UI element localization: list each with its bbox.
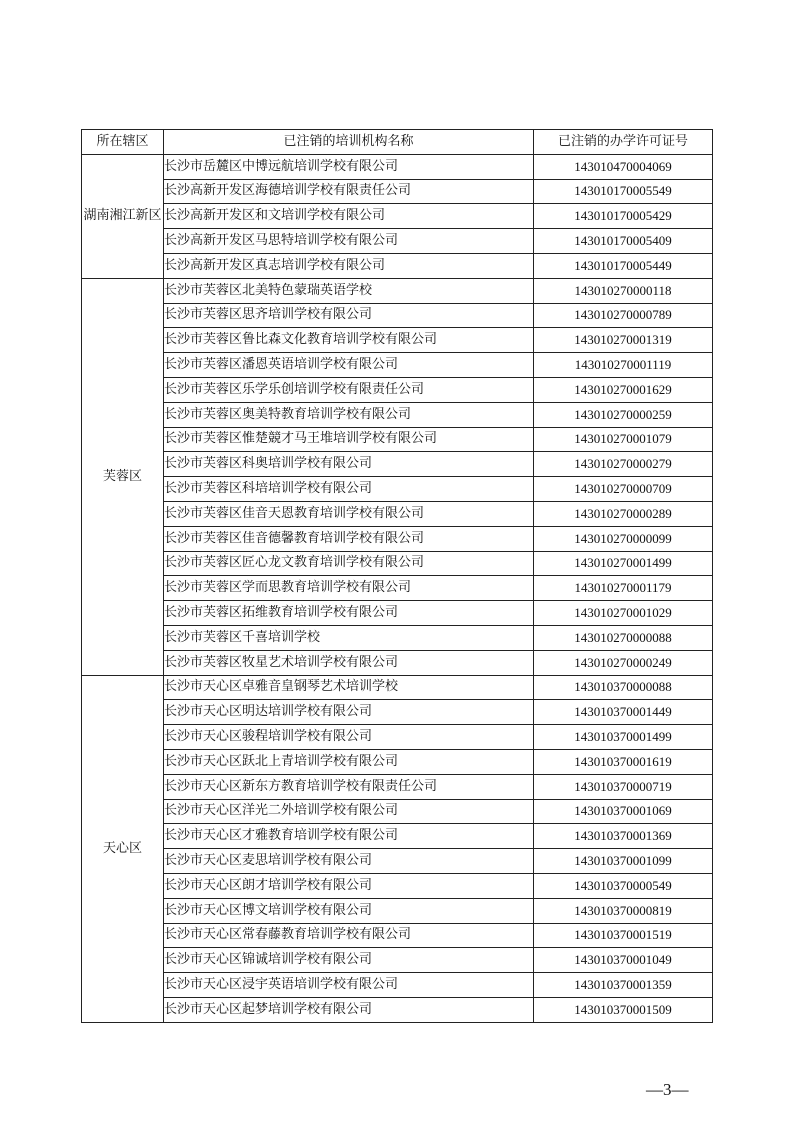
table-row — [82, 749, 713, 774]
license-number-cell: 143010370001099 — [534, 849, 713, 874]
table-row — [82, 353, 713, 378]
license-number-cell: 143010370001619 — [534, 749, 713, 774]
license-number-cell: 143010270000289 — [534, 501, 713, 526]
table-row — [82, 774, 713, 799]
table-row — [82, 427, 713, 452]
org-name-cell: 长沙市天心区起梦培训学校有限公司 — [164, 997, 534, 1022]
org-name-cell: 长沙市芙蓉区奥美特教育培训学校有限公司 — [164, 402, 534, 427]
license-number-cell: 143010370000819 — [534, 898, 713, 923]
license-number-cell: 143010270001629 — [534, 377, 713, 402]
license-number-cell: 143010370001499 — [534, 725, 713, 750]
license-number-cell: 143010270000259 — [534, 402, 713, 427]
table-row — [82, 898, 713, 923]
license-number-cell: 143010370001509 — [534, 997, 713, 1022]
org-name-cell: 长沙市天心区朗才培训学校有限公司 — [164, 873, 534, 898]
district-cell: 湖南湘江新区 — [82, 154, 164, 278]
table-row — [82, 154, 713, 179]
table-row — [82, 278, 713, 303]
license-number-cell: 143010470004069 — [534, 154, 713, 179]
table-row — [82, 253, 713, 278]
license-number-cell: 143010270000249 — [534, 650, 713, 675]
table-row — [82, 625, 713, 650]
table-row — [82, 402, 713, 427]
org-name-cell: 长沙市天心区麦思培训学校有限公司 — [164, 849, 534, 874]
org-name-cell: 长沙市芙蓉区思齐培训学校有限公司 — [164, 303, 534, 328]
header-district: 所在辖区 — [82, 130, 164, 155]
license-number-cell: 143010370001359 — [534, 973, 713, 998]
license-number-cell: 143010370000549 — [534, 873, 713, 898]
org-name-cell: 长沙市天心区常春藤教育培训学校有限公司 — [164, 923, 534, 948]
license-number-cell: 143010370001049 — [534, 948, 713, 973]
table-body — [82, 154, 713, 1022]
page-number: —3— — [646, 1080, 689, 1099]
license-number-cell: 143010370001069 — [534, 799, 713, 824]
table-row — [82, 601, 713, 626]
license-table — [81, 129, 713, 1023]
header-row — [82, 130, 713, 155]
org-name-cell: 长沙市芙蓉区惟楚競才马王堆培训学校有限公司 — [164, 427, 534, 452]
org-name-cell: 长沙市芙蓉区匠心龙文教育培训学校有限公司 — [164, 551, 534, 576]
org-name-cell: 长沙市天心区新东方教育培训学校有限责任公司 — [164, 774, 534, 799]
org-name-cell: 长沙市芙蓉区牧星艺术培训学校有限公司 — [164, 650, 534, 675]
table-row — [82, 328, 713, 353]
org-name-cell: 长沙市芙蓉区北美特色蒙瑞英语学校 — [164, 278, 534, 303]
org-name-cell: 长沙市芙蓉区千喜培训学校 — [164, 625, 534, 650]
org-name-cell: 长沙市天心区浸宇英语培训学校有限公司 — [164, 973, 534, 998]
org-name-cell: 长沙市芙蓉区乐学乐创培训学校有限责任公司 — [164, 377, 534, 402]
district-cell: 芙蓉区 — [82, 278, 164, 675]
org-name-cell: 长沙市岳麓区中博远航培训学校有限公司 — [164, 154, 534, 179]
org-name-cell: 长沙高新开发区和文培训学校有限公司 — [164, 204, 534, 229]
table-row — [82, 973, 713, 998]
header-org-name: 已注销的培训机构名称 — [164, 130, 534, 155]
license-number-cell: 143010270000279 — [534, 452, 713, 477]
org-name-cell: 长沙市芙蓉区学而思教育培训学校有限公司 — [164, 576, 534, 601]
header-license: 已注销的办学许可证号 — [534, 130, 713, 155]
license-number-cell: 143010370001369 — [534, 824, 713, 849]
table-row — [82, 551, 713, 576]
table-row — [82, 923, 713, 948]
license-number-cell: 143010370001449 — [534, 700, 713, 725]
license-number-cell: 143010270001499 — [534, 551, 713, 576]
license-number-cell: 143010170005549 — [534, 179, 713, 204]
org-name-cell: 长沙市天心区才雅教育培训学校有限公司 — [164, 824, 534, 849]
license-number-cell: 143010370000088 — [534, 675, 713, 700]
org-name-cell: 长沙市天心区卓雅音皇钢琴艺术培训学校 — [164, 675, 534, 700]
org-name-cell: 长沙市芙蓉区拓维教育培训学校有限公司 — [164, 601, 534, 626]
license-number-cell: 143010170005429 — [534, 204, 713, 229]
table-row — [82, 204, 713, 229]
org-name-cell: 长沙市芙蓉区科培培训学校有限公司 — [164, 477, 534, 502]
table-row — [82, 675, 713, 700]
org-name-cell: 长沙市天心区博文培训学校有限公司 — [164, 898, 534, 923]
license-number-cell: 143010270000709 — [534, 477, 713, 502]
district-cell: 天心区 — [82, 675, 164, 1022]
table-row — [82, 725, 713, 750]
table-row — [82, 229, 713, 254]
table-row — [82, 873, 713, 898]
license-number-cell: 143010270001079 — [534, 427, 713, 452]
license-number-cell: 143010370000719 — [534, 774, 713, 799]
table-row — [82, 477, 713, 502]
table-row — [82, 303, 713, 328]
table-row — [82, 799, 713, 824]
org-name-cell: 长沙市芙蓉区鲁比森文化教育培训学校有限公司 — [164, 328, 534, 353]
license-number-cell: 143010270001119 — [534, 353, 713, 378]
table-row — [82, 948, 713, 973]
license-number-cell: 143010270000789 — [534, 303, 713, 328]
org-name-cell: 长沙市芙蓉区佳音德馨教育培训学校有限公司 — [164, 526, 534, 551]
org-name-cell: 长沙市天心区锦诚培训学校有限公司 — [164, 948, 534, 973]
license-number-cell: 143010170005449 — [534, 253, 713, 278]
table-row — [82, 997, 713, 1022]
table-row — [82, 700, 713, 725]
license-number-cell: 143010270001029 — [534, 601, 713, 626]
table-row — [82, 576, 713, 601]
table-row — [82, 452, 713, 477]
table-row — [82, 650, 713, 675]
org-name-cell: 长沙市天心区跃北上青培训学校有限公司 — [164, 749, 534, 774]
table-row — [82, 377, 713, 402]
table-row — [82, 501, 713, 526]
org-name-cell: 长沙高新开发区真志培训学校有限公司 — [164, 253, 534, 278]
table-row — [82, 824, 713, 849]
license-number-cell: 143010370001519 — [534, 923, 713, 948]
license-number-cell: 143010170005409 — [534, 229, 713, 254]
org-name-cell: 长沙市天心区明达培训学校有限公司 — [164, 700, 534, 725]
license-number-cell: 143010270001179 — [534, 576, 713, 601]
license-number-cell: 143010270000118 — [534, 278, 713, 303]
org-name-cell: 长沙市天心区骏程培训学校有限公司 — [164, 725, 534, 750]
org-name-cell: 长沙市芙蓉区佳音天恩教育培训学校有限公司 — [164, 501, 534, 526]
license-number-cell: 143010270001319 — [534, 328, 713, 353]
org-name-cell: 长沙市天心区洋光二外培训学校有限公司 — [164, 799, 534, 824]
table-row — [82, 179, 713, 204]
org-name-cell: 长沙高新开发区马思特培训学校有限公司 — [164, 229, 534, 254]
table-row — [82, 849, 713, 874]
org-name-cell: 长沙市芙蓉区潘恩英语培训学校有限公司 — [164, 353, 534, 378]
table-row — [82, 526, 713, 551]
org-name-cell: 长沙市芙蓉区科奥培训学校有限公司 — [164, 452, 534, 477]
org-name-cell: 长沙高新开发区海德培训学校有限责任公司 — [164, 179, 534, 204]
license-number-cell: 143010270000099 — [534, 526, 713, 551]
license-number-cell: 143010270000088 — [534, 625, 713, 650]
